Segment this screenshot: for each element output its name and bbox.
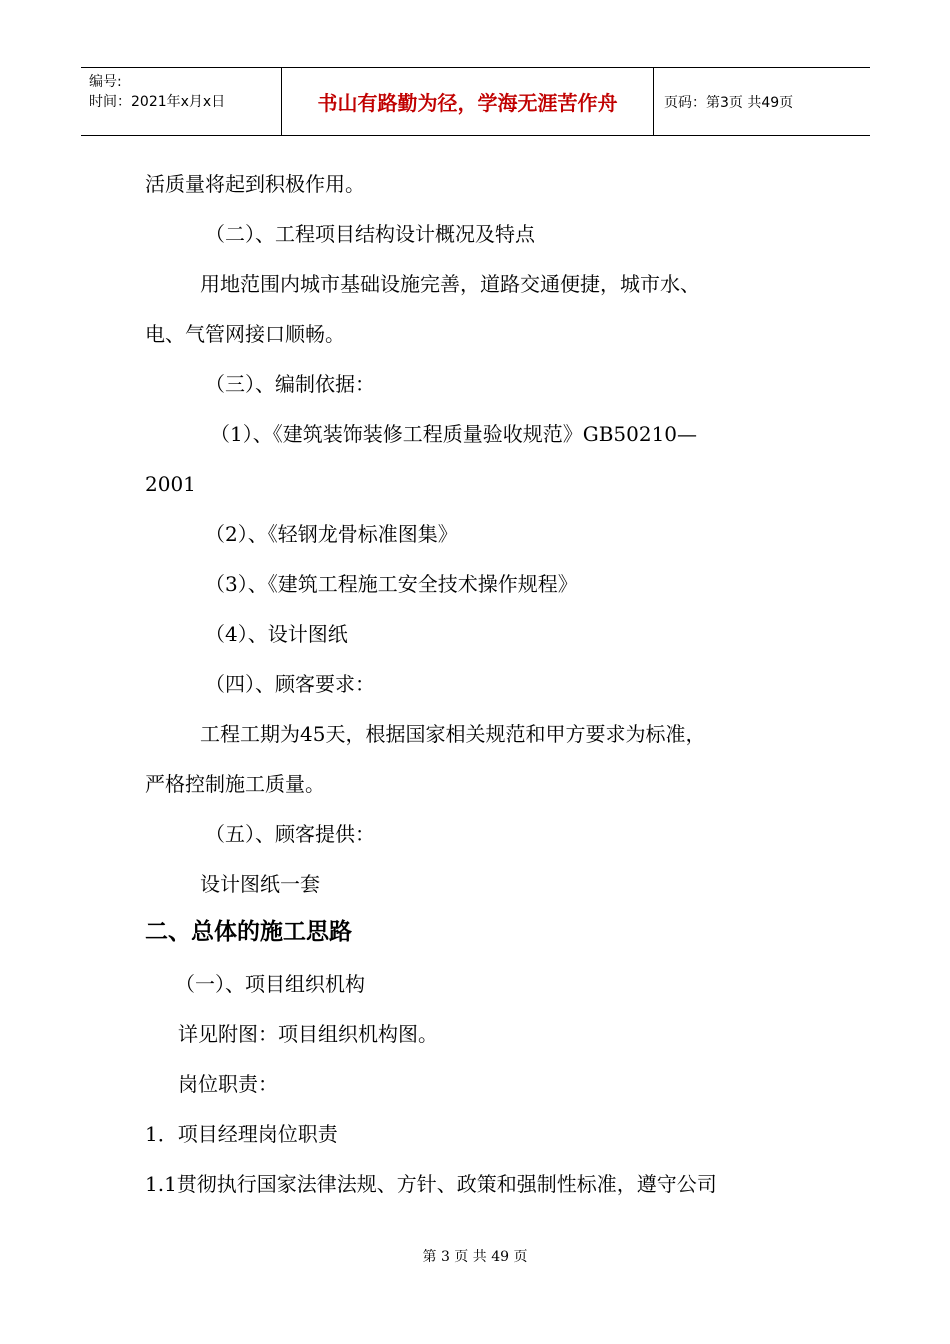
footer-page-number: 第 3 页 共 49 页 — [422, 1249, 528, 1265]
page-info: 页码：第3页 共49页 — [664, 94, 794, 111]
motto-text: 书山有路勤为径，学海无涯苦作舟 — [317, 91, 618, 115]
paragraph-line: 2001 — [145, 472, 196, 496]
section-heading: （五）、顾客提供： — [205, 822, 375, 846]
chapter-heading: 二、总体的施工思路 — [145, 919, 352, 945]
motto-cell — [282, 68, 654, 135]
list-item: （2）、《轻钢龙骨标准图集》 — [205, 522, 458, 546]
paragraph-line: 用地范围内城市基础设施完善，道路交通便捷，城市水、 — [200, 272, 700, 296]
paragraph-line: 电、气管网接口顺畅。 — [145, 322, 345, 346]
paragraph-line: 设计图纸一套 — [200, 872, 320, 896]
time-label: 时间：2021年x月x日 — [89, 94, 226, 110]
section-heading: （一）、项目组织机构 — [175, 972, 365, 996]
list-item: （4）、设计图纸 — [205, 622, 348, 646]
paragraph-line: 严格控制施工质量。 — [145, 772, 325, 796]
paragraph-line: 活质量将起到积极作用。 — [145, 172, 365, 196]
section-heading: （四）、顾客要求： — [205, 672, 375, 696]
header-meta-cell — [81, 68, 282, 135]
page-footer — [0, 1246, 950, 1266]
paragraph-line: 工程工期为45天，根据国家相关规范和甲方要求为标准， — [200, 722, 706, 746]
section-heading: （二）、工程项目结构设计概况及特点 — [205, 222, 535, 246]
paragraph-line: 岗位职责： — [178, 1072, 278, 1096]
page-info-cell — [654, 68, 870, 135]
document-header — [81, 67, 870, 136]
section-heading: （三）、编制依据： — [205, 372, 375, 396]
list-item: （1）、《建筑装饰装修工程质量验收规范》GB50210— — [210, 422, 698, 446]
paragraph-line: 1.1贯彻执行国家法律法规、方针、政策和强制性标准，遵守公司 — [145, 1172, 717, 1196]
code-label: 编号: — [89, 74, 122, 90]
list-item: （3）、《建筑工程施工安全技术操作规程》 — [205, 572, 578, 596]
numbered-heading: 1．项目经理岗位职责 — [145, 1122, 338, 1146]
paragraph-line: 详见附图：项目组织机构图。 — [178, 1022, 438, 1046]
